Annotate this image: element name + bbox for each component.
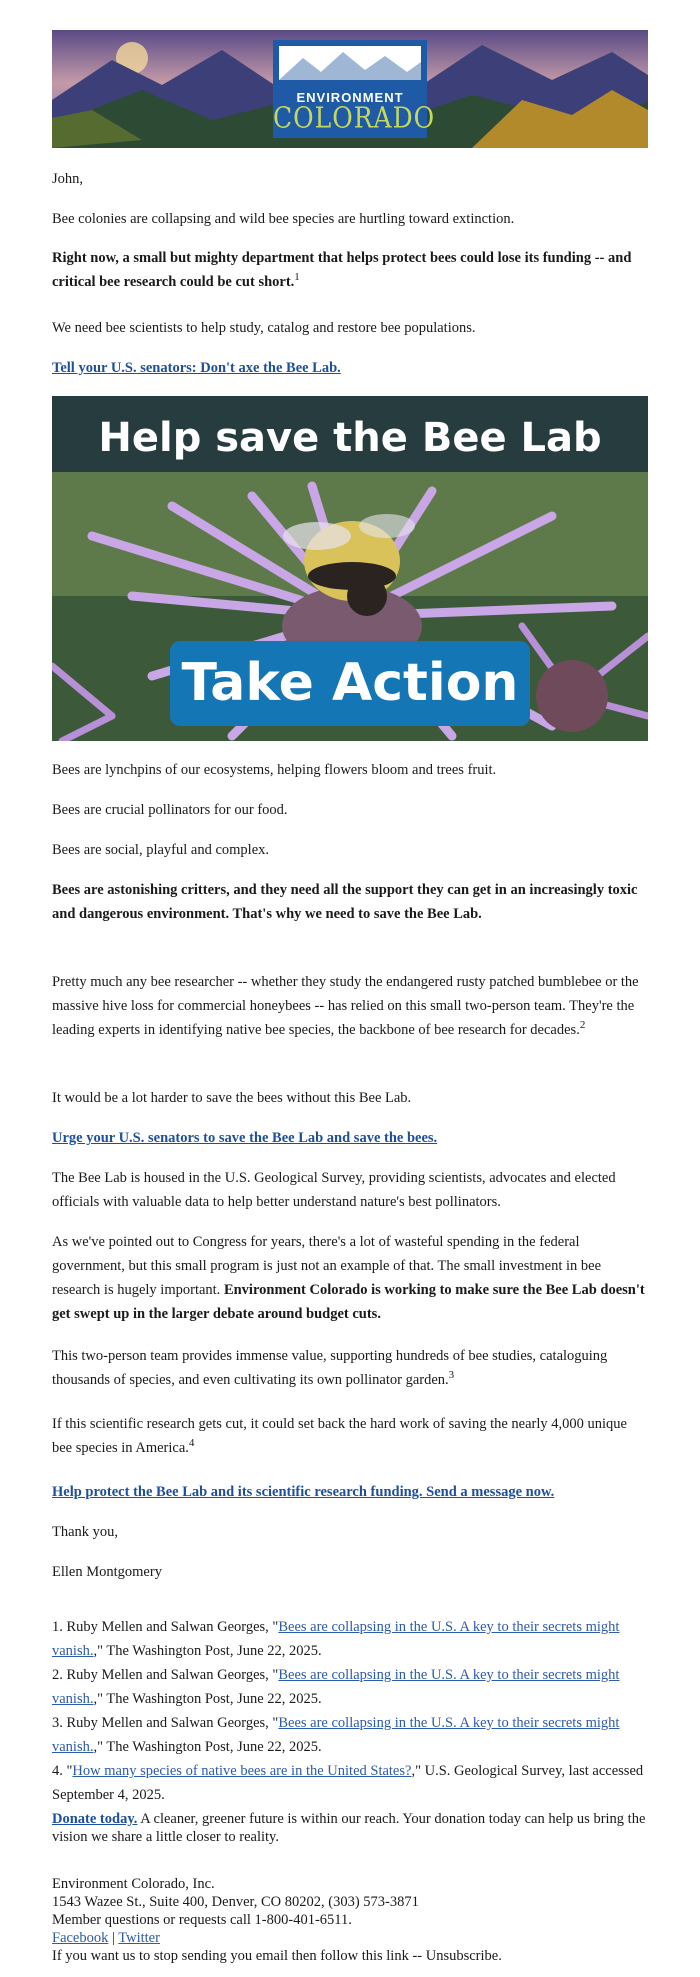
footer [52, 1875, 648, 1965]
reference-item: 2. Ruby Mellen and Salwan Georges, "Bees are collapsing in the U.S. A key to their secrets might vanish.," The Washington Post, June 22, 2025. [52, 1667, 620, 1707]
hero-title: Help save the Bee Lab [52, 396, 648, 472]
footer-org: Environment Colorado, Inc. [52, 1876, 215, 1892]
footnote-ref: 2 [579, 1019, 586, 1032]
reference-link[interactable]: Bees are collapsing in the U.S. A key to their secrets might vanish. [52, 1715, 620, 1755]
donate-paragraph: Donate today. A cleaner, greener future is within our reach. Your donation today can help us bring the vision we share a little closer to reality. [52, 1811, 646, 1845]
paragraph-5: Bees are crucial pollinators for our food. [52, 802, 288, 818]
paragraph-2-text: Right now, a small but mighty department that helps protect bees could lose its funding -- and critical bee research could be cut short. [52, 250, 632, 290]
footnote-ref: 4 [188, 1437, 195, 1450]
paragraph-13-text: If this scientific research gets cut, it could set back the hard work of saving the nearly 4,000 unique bee species in America. [52, 1416, 627, 1456]
paragraph-4: Bees are lynchpins of our ecosystems, helping flowers bloom and trees fruit. [52, 762, 497, 778]
logo-mountain-icon [273, 40, 427, 86]
tell-senators-link[interactable]: Tell your U.S. senators: Don't axe the Bee Lab. [52, 360, 341, 376]
footer-address: 1543 Wazee St., Suite 400, Denver, CO 80202, (303) 573-3871 [52, 1894, 419, 1910]
reference-link[interactable]: Bees are collapsing in the U.S. A key to their secrets might vanish. [52, 1667, 620, 1707]
protect-bee-lab-link[interactable]: Help protect the Bee Lab and its scientific research funding. Send a message now. [52, 1484, 555, 1500]
twitter-link[interactable]: Twitter [118, 1930, 160, 1946]
references-list [52, 1615, 648, 1807]
paragraph-11-text: As we've pointed out to Congress for years, there's a lot of wasteful spending in the federal government, but this small program is just not an example of that. The small investment in bee research is hugely important. [52, 1234, 602, 1298]
logo-line2: COLORADO [273, 100, 436, 135]
paragraph-8-text: Pretty much any bee researcher -- whether they study the endangered rusty patched bumblebee or the massive hive loss for commercial honeybees -- has relied on this small two-person team. They're the leading experts in identifying native bee species, the backbone of bee research for decades. [52, 974, 639, 1038]
footnote-ref: 1 [294, 271, 300, 284]
environment-colorado-logo[interactable] [273, 40, 436, 138]
paragraph-13 [52, 1412, 648, 1460]
footer-social: Facebook | Twitter [52, 1930, 160, 1946]
take-action-button[interactable]: Take Action [170, 641, 530, 726]
reference-item: 1. Ruby Mellen and Salwan Georges, "Bees are collapsing in the U.S. A key to their secrets might vanish.," The Washington Post, June 22, 2025. [52, 1619, 620, 1659]
reference-link[interactable]: How many species of native bees are in the United States? [72, 1763, 412, 1779]
paragraph-3: We need bee scientists to help study, catalog and restore bee populations. [52, 320, 476, 336]
paragraph-11 [52, 1230, 648, 1326]
paragraph-11-bold: Environment Colorado is working to make sure the Bee Lab doesn't get swept up in the larger debate around budget cuts. [52, 1282, 645, 1322]
paragraph-12-text: This two-person team provides immense value, supporting hundreds of bee studies, cataloguing thousands of species, and even cultivating its own pollinator garden. [52, 1348, 608, 1388]
footnote-ref: 3 [448, 1369, 455, 1382]
paragraph-10: The Bee Lab is housed in the U.S. Geological Survey, providing scientists, advocates and elected officials with valuable data to help better understand nature's best pollinators. [52, 1170, 616, 1210]
greeting: John, [52, 171, 84, 187]
reference-item: 3. Ruby Mellen and Salwan Georges, "Bees are collapsing in the U.S. A key to their secrets might vanish.," The Washington Post, June 22, 2025. [52, 1715, 620, 1755]
donate-link[interactable]: Donate today. [52, 1811, 138, 1827]
paragraph-9: It would be a lot harder to save the bees without this Bee Lab. [52, 1090, 412, 1106]
footer-unsubscribe[interactable]: If you want us to stop sending you email then follow this link -- Unsubscribe. [52, 1948, 502, 1964]
reference-item: 4. "How many species of native bees are in the United States?," U.S. Geological Survey, last accessed September 4, 2025. [52, 1763, 644, 1803]
paragraph-2 [52, 246, 648, 294]
reference-link[interactable]: Bees are collapsing in the U.S. A key to their secrets might vanish. [52, 1619, 620, 1659]
facebook-link[interactable]: Facebook [52, 1930, 109, 1946]
paragraph-6: Bees are social, playful and complex. [52, 842, 270, 858]
logo-line1: ENVIRONMENT [296, 90, 404, 105]
donate-section [52, 1810, 648, 1846]
urge-senators-link[interactable]: Urge your U.S. senators to save the Bee Lab and save the bees. [52, 1130, 438, 1146]
footer-member: Member questions or requests call 1-800-401-6511. [52, 1912, 352, 1928]
thank-you: Thank you, [52, 1524, 119, 1540]
paragraph-7: Bees are astonishing critters, and they need all the support they can get in an increasingly toxic and dangerous environment. That's why we need to save the Bee Lab. [52, 882, 638, 922]
paragraph-12 [52, 1344, 648, 1392]
bee-lab-hero-image[interactable] [52, 396, 648, 741]
paragraph-8 [52, 970, 648, 1042]
header-banner [52, 30, 648, 148]
signature: Ellen Montgomery [52, 1564, 162, 1580]
paragraph-1: Bee colonies are collapsing and wild bee species are hurtling toward extinction. [52, 211, 515, 227]
